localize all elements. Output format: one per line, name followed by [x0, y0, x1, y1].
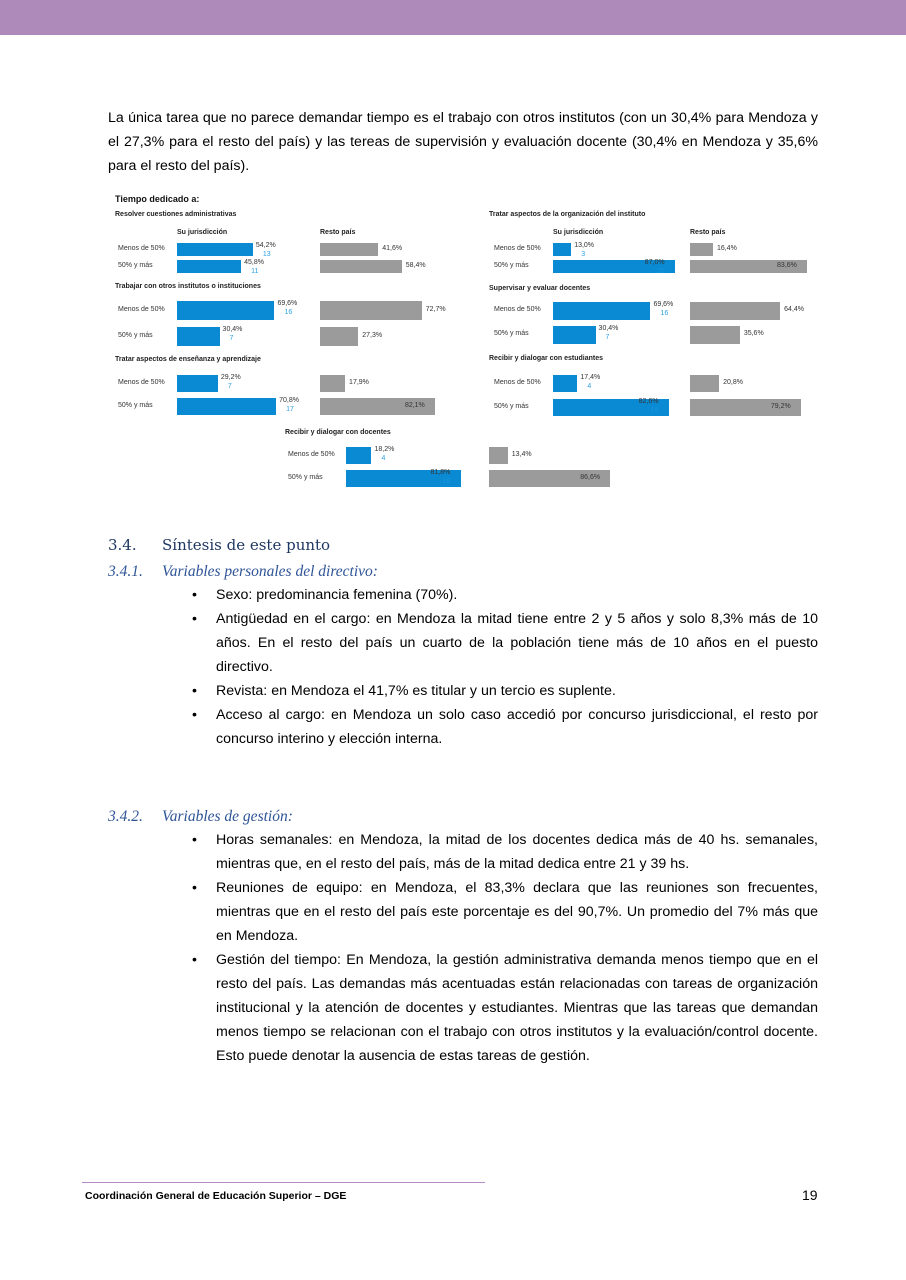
section-3-4-1-heading — [108, 563, 378, 581]
section-title: Síntesis de este punto — [162, 536, 331, 554]
bar-resto — [690, 302, 780, 320]
count-label: 17 — [286, 406, 294, 413]
bullet-text: Sexo: predominancia femenina (70%). — [216, 587, 458, 603]
category-label: Menos de 50% — [118, 378, 165, 386]
bullet-text: Gestión del tiempo: En Mendoza, la gestión administrativa demanda menos tiempo que en el resto del país. Las demandas más acentuadas están relacionadas con tareas de organización institucional y la atención de docentes y estudiantes. Mientras que las tareas que demandan menos tiempo se relacionan con el trabajo con otros institutos y la evaluación/control docente. Esto puede denotar la ausencia de estas tareas de gestión. — [216, 952, 818, 1064]
bullet-item — [192, 607, 818, 679]
bullet-icon: • — [192, 952, 197, 968]
bullet-item — [192, 679, 818, 703]
value-label-jurisdiccion: 17,4% — [580, 374, 601, 381]
bar-jurisdiccion — [177, 327, 220, 346]
count-label: 13 — [262, 251, 271, 258]
category-label: Menos de 50% — [494, 244, 541, 252]
footer-divider — [82, 1182, 485, 1183]
category-label: Menos de 50% — [288, 450, 335, 458]
bullet-text: Horas semanales: en Mendoza, la mitad de los docentes dedica más de 40 hs. semanales, mientras que, en el resto del país, más de la mitad dedica entre 21 y 39 hs. — [216, 832, 818, 872]
count-label: 7 — [229, 335, 234, 342]
intro-paragraph: La única tarea que no parece demandar tiempo es el trabajo con otros institutos (con un 30,4% para Mendoza y el 27,3% para el resto del país) y las tereas de supervisión y evaluación docente (30,4% en Mendoza y 35,6% para el resto del país). — [108, 110, 818, 174]
bullet-icon: • — [192, 587, 197, 603]
value-label-resto: 82,1% — [404, 401, 425, 409]
value-label-jurisdiccion: 70,8% — [279, 397, 299, 404]
count-label: 7 — [227, 383, 232, 390]
value-label-jurisdiccion: 45,8% — [244, 259, 264, 266]
category-label: 50% y más — [118, 401, 153, 409]
column-header-resto: Resto país — [320, 229, 356, 236]
count-label: 16 — [284, 309, 293, 316]
category-label: 50% y más — [118, 261, 153, 269]
count-label: 7 — [605, 334, 610, 341]
bullet-item — [192, 583, 818, 607]
page-number: 19 — [802, 1187, 818, 1203]
value-label-jurisdiccion: 81,8% — [430, 469, 451, 476]
value-label-jurisdiccion: 13,0% — [574, 242, 595, 249]
category-label: 50% y más — [494, 261, 529, 269]
bar-jurisdiccion — [553, 326, 596, 344]
bar-jurisdiccion — [177, 243, 253, 256]
bullet-item — [192, 703, 818, 751]
count-label: 4 — [587, 383, 592, 390]
panel-title: Tratar aspectos de enseñanza y aprendizaje — [115, 356, 261, 363]
bar-jurisdiccion — [553, 243, 571, 256]
value-label-resto: 72,7% — [425, 305, 446, 313]
bullet-text: Antigüedad en el cargo: en Mendoza la mitad tiene entre 2 y 5 años y solo 8,3% más de 10 años. En el resto del país un cuarto de la población tiene más de 10 años en el puesto directivo. — [216, 611, 818, 675]
footer-text: Coordinación General de Educación Superior – DGE — [85, 1190, 347, 1202]
section-title: Variables de gestión: — [162, 808, 293, 825]
category-label: 50% y más — [118, 331, 153, 339]
value-label-resto: 35,6% — [743, 330, 764, 337]
value-label-jurisdiccion: 87,0% — [644, 259, 665, 266]
category-label: Menos de 50% — [118, 305, 165, 313]
bullet-icon: • — [192, 880, 197, 896]
section-number: 3.4.2. — [108, 808, 143, 825]
value-label-jurisdiccion: 30,4% — [598, 325, 619, 332]
count-label: 19 — [650, 407, 659, 414]
value-label-resto: 58,4% — [405, 261, 426, 269]
count-label: 18 — [442, 478, 451, 485]
value-label-resto: 83,6% — [777, 261, 797, 269]
value-label-resto: 20,8% — [723, 378, 743, 386]
column-header-jurisdiccion: Su jurisdicción — [177, 229, 228, 236]
value-label-resto: 27,3% — [362, 331, 383, 339]
bar-resto — [320, 243, 378, 256]
bar-jurisdiccion — [553, 375, 577, 392]
bar-resto — [690, 243, 713, 256]
value-label-resto: 17,9% — [349, 378, 369, 386]
bar-resto — [489, 447, 508, 464]
value-label-jurisdiccion: 29,2% — [220, 374, 241, 381]
section-title: Variables personales del directivo: — [162, 563, 378, 580]
section-3-4-2-heading — [108, 808, 293, 826]
panel-title: Trabajar con otros institutos o instituciones — [115, 283, 261, 290]
value-label-resto: 16,4% — [716, 244, 737, 252]
count-label: 20 — [656, 268, 665, 275]
value-label-resto: 41,6% — [382, 244, 403, 252]
section-number: 3.4.1. — [108, 563, 143, 580]
bullet-text: Acceso al cargo: en Mendoza un solo caso accedió por concurso jurisdiccional, el resto por concurso interino y elección interna. — [216, 707, 818, 747]
category-label: Menos de 50% — [494, 378, 541, 386]
value-label-resto: 13,4% — [511, 450, 532, 458]
column-header-jurisdiccion: Su jurisdicción — [553, 229, 604, 236]
bar-resto — [320, 260, 402, 273]
category-label: 50% y más — [494, 402, 529, 410]
bar-resto — [320, 375, 345, 392]
bullet-icon: • — [192, 683, 197, 699]
bullet-item — [192, 876, 818, 948]
bar-jurisdiccion — [177, 260, 241, 273]
category-label: 50% y más — [494, 330, 529, 337]
bar-jurisdiccion — [553, 302, 650, 320]
category-label: Menos de 50% — [494, 306, 541, 313]
value-label-jurisdiccion: 18,2% — [374, 446, 395, 453]
value-label-jurisdiccion: 69,6% — [653, 301, 674, 308]
time-dedication-chart — [0, 0, 906, 500]
bar-jurisdiccion — [177, 398, 276, 415]
bar-jurisdiccion — [346, 447, 371, 464]
category-label: Menos de 50% — [118, 244, 165, 252]
value-label-jurisdiccion: 54,2% — [255, 242, 276, 249]
bar-resto — [690, 375, 719, 392]
value-label-resto: 86,6% — [580, 473, 601, 481]
panel-title: Resolver cuestiones administrativas — [115, 211, 237, 218]
bullet-icon: • — [192, 707, 197, 723]
management-variables-list — [192, 828, 818, 1068]
value-label-resto: 64,4% — [784, 306, 805, 313]
bullet-icon: • — [192, 611, 197, 627]
panel-title: Tratar aspectos de la organización del instituto — [489, 211, 646, 218]
panel-title: Supervisar y evaluar docentes — [489, 285, 591, 292]
personal-variables-list — [192, 583, 818, 751]
count-label: 11 — [251, 268, 259, 275]
bullet-text: Revista: en Mendoza el 41,7% es titular y un tercio es suplente. — [216, 683, 616, 699]
bullet-text: Reuniones de equipo: en Mendoza, el 83,3% declara que las reuniones son frecuentes, mientras que en el resto del país este porcentaje es del 90,7%. Un promedio del 7% más que en Mendoza. — [216, 880, 818, 944]
bar-resto — [320, 327, 358, 346]
panel-title: Recibir y dialogar con estudiantes — [489, 355, 603, 362]
value-label-jurisdiccion: 82,6% — [638, 398, 659, 405]
section-number: 3.4. — [108, 536, 137, 554]
bar-resto — [690, 326, 740, 344]
section-3-4-heading — [108, 536, 330, 554]
bar-jurisdiccion — [177, 301, 274, 320]
panel-title: Recibir y dialogar con docentes — [285, 429, 391, 436]
bar-jurisdiccion — [177, 375, 218, 392]
bar-resto — [320, 301, 422, 320]
chart-title: Tiempo dedicado a: — [115, 194, 200, 204]
value-label-jurisdiccion: 69,6% — [277, 300, 298, 307]
value-label-resto: 79,2% — [770, 402, 791, 410]
category-label: 50% y más — [288, 473, 323, 481]
bullet-item — [192, 948, 818, 1068]
bullet-icon: • — [192, 832, 197, 848]
value-label-jurisdiccion: 30,4% — [222, 326, 243, 333]
column-header-resto: Resto país — [690, 229, 726, 236]
count-label: 16 — [660, 310, 669, 317]
bullet-item — [192, 828, 818, 876]
count-label: 4 — [381, 455, 386, 462]
count-label: 3 — [581, 251, 586, 258]
